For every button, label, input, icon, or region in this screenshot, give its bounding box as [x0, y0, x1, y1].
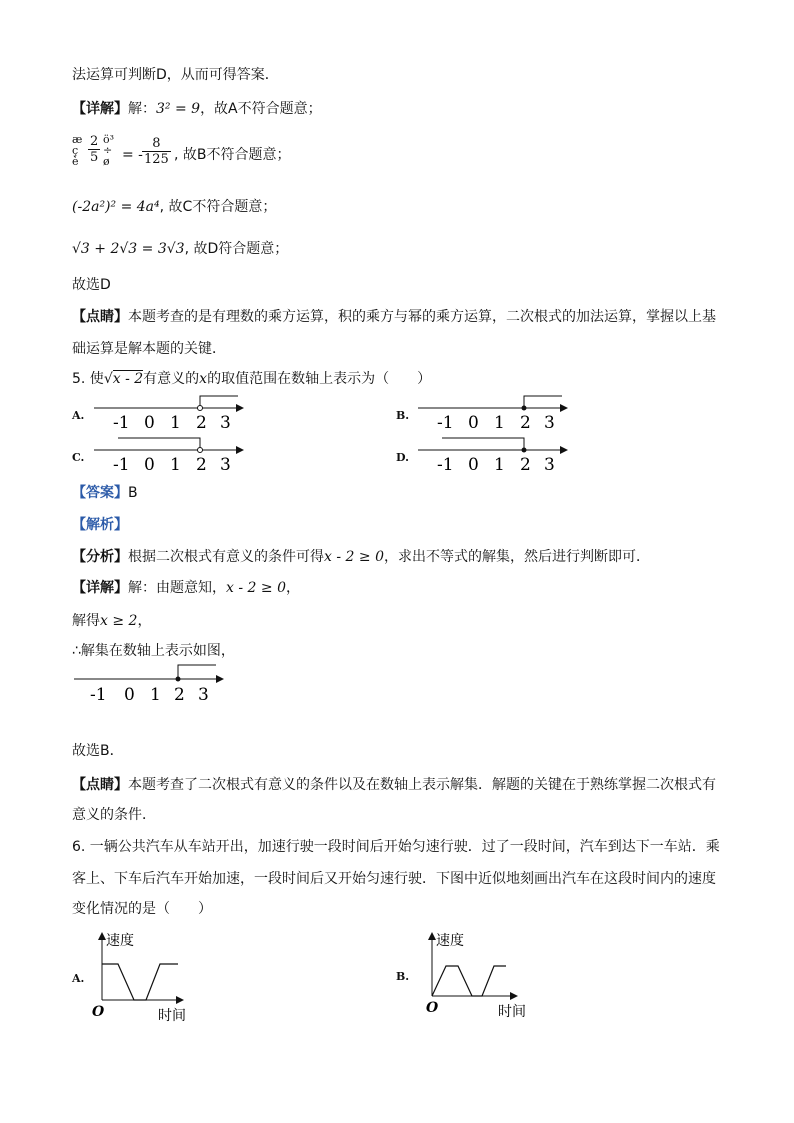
detail-line-a: [72, 100, 322, 118]
tick-label: 1: [170, 413, 181, 433]
detail-tail: ，故A不符合题意；: [200, 101, 322, 117]
result-num: 8: [142, 136, 171, 152]
jd-tail: ，: [137, 613, 152, 629]
graph-b: [418, 928, 548, 1022]
q5-mid: 有意义的: [143, 371, 200, 387]
tick-label: 3: [544, 413, 555, 433]
tick-label: 2: [174, 685, 185, 705]
option-d-label: D.: [396, 451, 409, 464]
choose-b: 故选B．: [72, 743, 124, 759]
graph-a: [88, 928, 218, 1026]
detail-text: 解：: [128, 101, 156, 117]
option-c-label: C.: [72, 451, 85, 464]
tick-label: 0: [144, 455, 155, 475]
tick-label: 3: [220, 413, 231, 433]
q6-line-2: 客上、下车后汽车开始加速，一段时间后又开始匀速行驶．下图中近似地刻画出汽车在这段时间内的速度: [72, 871, 716, 887]
fx-tag: 【分析】: [72, 549, 128, 565]
q5-prefix: 5. 使: [72, 371, 104, 387]
origin-label: O: [92, 1004, 105, 1020]
result-den: 125: [144, 152, 169, 167]
detail-tag: 【详解】: [72, 101, 128, 117]
paren-glyphs-right: ö³ ÷ ø: [103, 133, 115, 168]
analysis-tag: 【解析】: [72, 517, 128, 533]
detail-line-q5: [72, 579, 300, 597]
tick-label: 2: [520, 455, 531, 475]
numberline-a: [88, 394, 252, 436]
option-a-label: A.: [72, 409, 85, 422]
xj-tag: 【详解】: [72, 580, 128, 596]
comment-tag: 【点睛】: [72, 309, 128, 325]
comment-line-2: 础运算是解本题的关键．: [72, 341, 226, 357]
tick-label: 3: [220, 455, 231, 475]
y-axis-label: 速度: [106, 933, 134, 949]
math-expr: √3 + 2√3 = 3√3: [72, 241, 185, 257]
graph-a-label: A.: [72, 972, 85, 985]
answer-tag: 【答案】: [72, 485, 128, 501]
numberline-solution: [68, 660, 232, 706]
option-b-label: B.: [396, 409, 410, 422]
tick-label: -1: [90, 685, 107, 705]
q5-var: x: [199, 371, 208, 387]
jd-text: 解得: [72, 613, 100, 629]
detail-line-c: [72, 198, 276, 216]
tick-label: -1: [437, 413, 454, 433]
tick-label: 1: [494, 413, 505, 433]
tick-label: 2: [196, 455, 207, 475]
solve-line: [72, 612, 151, 630]
q5-radicand: x - 2: [112, 371, 144, 387]
inner-den: 5: [90, 150, 99, 165]
tick-label: 3: [544, 455, 555, 475]
numberline-d: [412, 436, 576, 478]
dj-tag: 【点睛】: [72, 777, 128, 793]
tick-label: 3: [198, 685, 209, 705]
numberline-b: [412, 394, 576, 436]
math-expr: (-2a²)² = 4a⁴: [72, 199, 160, 215]
tick-label: 0: [144, 413, 155, 433]
x-axis-label: 时间: [158, 1008, 186, 1024]
graph-b-label: B.: [396, 970, 410, 983]
tick-label: -1: [113, 455, 130, 475]
analysis-line: [72, 548, 650, 566]
tick-label: -1: [437, 455, 454, 475]
q6-line-3: 变化情况的是（ ）: [72, 901, 212, 917]
choose-d: 故选D: [72, 277, 111, 293]
question-5: 5. 使√x - 2有意义的x的取值范围在数轴上表示为（ ）: [72, 371, 432, 387]
tick-label: 1: [150, 685, 161, 705]
comment-line-1: [72, 308, 716, 326]
tick-label: -1: [113, 413, 130, 433]
tick-label: 1: [494, 455, 505, 475]
tick-label: 0: [468, 455, 479, 475]
xj-tail: ，: [285, 580, 300, 596]
answer-value: B: [128, 485, 138, 501]
eq-sign: = -: [122, 147, 143, 163]
numberline-c: [88, 436, 252, 478]
comment-q5-line-2: 意义的条件．: [72, 807, 156, 823]
result-fraction: [142, 136, 171, 167]
inner-fraction: [88, 134, 100, 165]
comment-text: 本题考查的是有理数的乘方运算，积的乘方与幂的乘方运算，二次根式的加法运算，掌握以上基: [128, 309, 716, 325]
y-axis-label: 速度: [436, 933, 464, 949]
jd-math: x ≥ 2: [100, 613, 138, 629]
q6-line-1: 6. 一辆公共汽车从车站开出，加速行驶一段时间后开始匀速行驶．过了一段时间，汽车到达下一车站．乘: [72, 839, 720, 855]
fx-math: x - 2 ≥ 0: [324, 549, 384, 565]
detail-line-b-tail: , 故B不符合题意；: [174, 147, 291, 163]
detail-tail: , 故C不符合题意；: [159, 199, 277, 215]
xj-math: x - 2 ≥ 0: [226, 580, 286, 596]
xj-text: 解：由题意知，: [128, 580, 226, 596]
text-line-1: 法运算可判断D，从而可得答案．: [72, 67, 279, 83]
fx-tail: ，求出不等式的解集，然后进行判断即可．: [383, 549, 650, 565]
x-axis-label: 时间: [498, 1004, 526, 1020]
detail-line-d: [72, 240, 288, 258]
therefore-line: ∴解集在数轴上表示如图，: [72, 643, 235, 659]
comment-q5-line-1: [72, 776, 716, 794]
paren-glyphs-left: æ ç è: [72, 133, 83, 168]
tick-label: 0: [124, 685, 135, 705]
tick-label: 2: [196, 413, 207, 433]
tick-label: 0: [468, 413, 479, 433]
detail-tail: , 故D符合题意；: [184, 241, 289, 257]
inner-num: 2: [90, 134, 99, 149]
tick-label: 2: [520, 413, 531, 433]
answer-line: [72, 484, 138, 502]
math-expr: 3² = 9: [156, 101, 201, 117]
fx-text: 根据二次根式有意义的条件可得: [128, 549, 324, 565]
origin-label: O: [426, 1000, 439, 1016]
q5-suffix: 的取值范围在数轴上表示为（ ）: [207, 371, 432, 387]
dj-text: 本题考查了二次根式有意义的条件以及在数轴上表示解集．解题的关键在于熟练掌握二次根式有: [128, 777, 716, 793]
tick-label: 1: [170, 455, 181, 475]
